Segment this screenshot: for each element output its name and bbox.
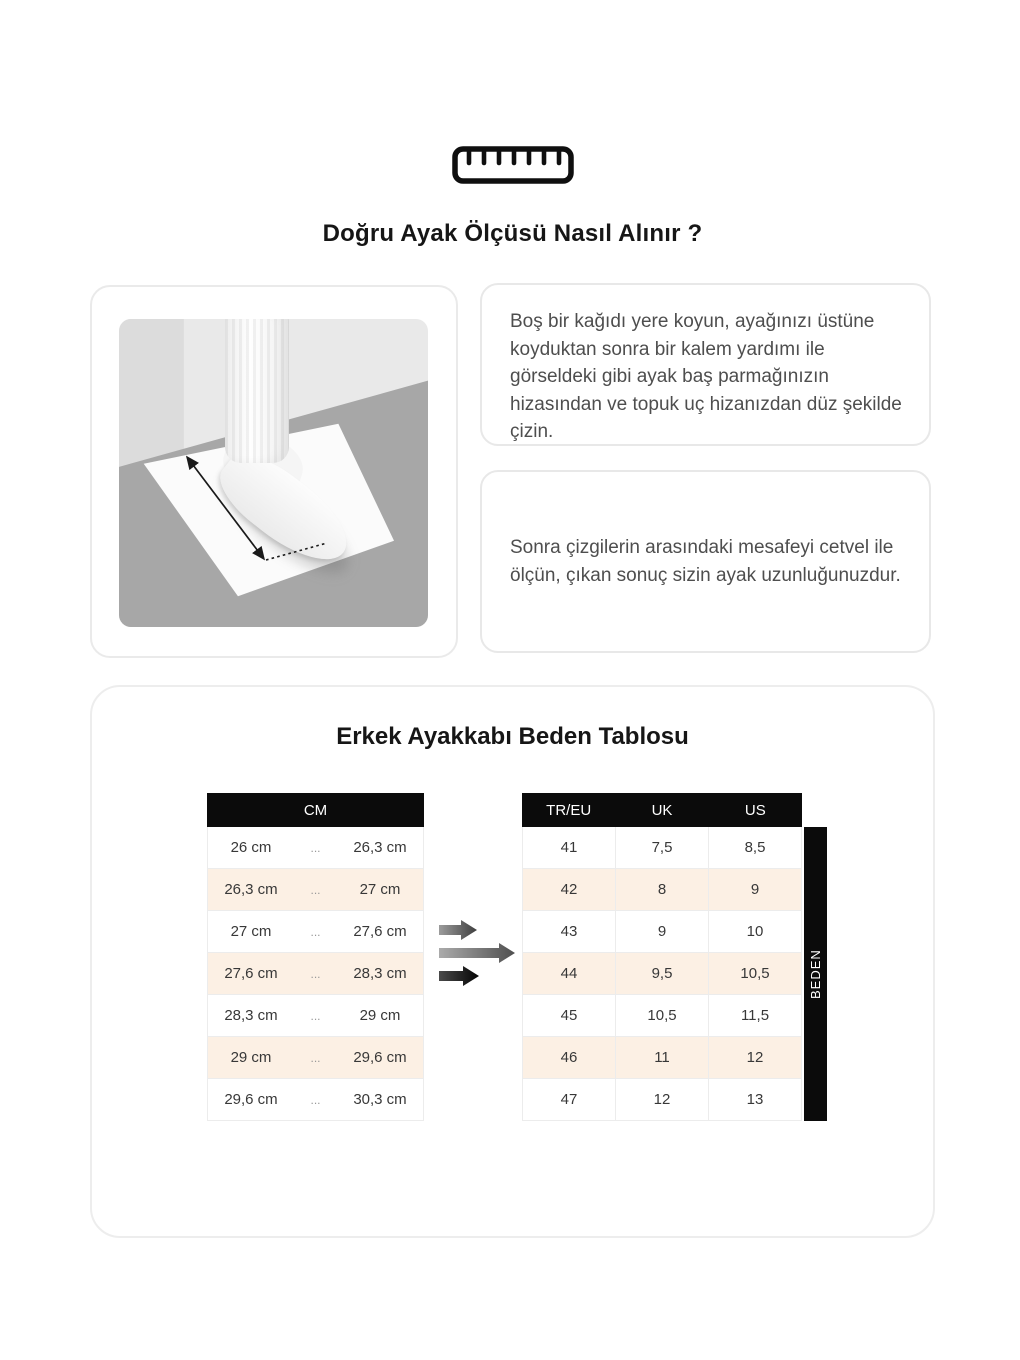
size-table	[522, 793, 802, 1121]
table-row	[208, 911, 423, 953]
table-row	[208, 995, 423, 1037]
cm-to: 26,3 cm	[353, 839, 407, 856]
size-us: 13	[708, 1079, 801, 1120]
cm-to: 28,3 cm	[353, 965, 407, 982]
size-uk: 8	[615, 869, 708, 910]
col-header-uk: UK	[651, 801, 673, 819]
size-chart-card	[90, 685, 935, 1238]
size-us: 9	[708, 869, 801, 910]
instruction-box-1	[480, 283, 931, 446]
range-dots: ...	[310, 924, 321, 939]
size-uk: 11	[615, 1037, 708, 1078]
cm-to: 27 cm	[359, 881, 401, 898]
conversion-arrows-icon	[437, 918, 527, 996]
instruction-box-2	[480, 470, 931, 653]
cm-from: 27 cm	[230, 923, 272, 940]
cm-to: 29 cm	[359, 1007, 401, 1024]
table-row	[208, 953, 423, 995]
range-dots: ...	[310, 882, 321, 897]
cm-table	[207, 793, 424, 1121]
range-dots: ...	[310, 1050, 321, 1065]
cm-table-header: CM	[207, 793, 424, 827]
range-dots: ...	[310, 966, 321, 981]
cm-from: 26 cm	[230, 839, 272, 856]
table-row	[523, 827, 801, 869]
table-row	[523, 953, 801, 995]
col-header-us: US	[744, 801, 766, 819]
range-dots: ...	[310, 840, 321, 855]
ruler-icon-wrap	[90, 146, 935, 184]
size-uk: 9	[615, 911, 708, 952]
size-table-body	[522, 827, 802, 1121]
size-table-header	[522, 793, 802, 827]
size-us: 10,5	[708, 953, 801, 994]
cm-to: 27,6 cm	[353, 923, 407, 940]
page-title: Doğru Ayak Ölçüsü Nasıl Alınır ?	[322, 220, 703, 247]
size-uk: 10,5	[615, 995, 708, 1036]
size-treu: 45	[560, 1007, 578, 1024]
range-dots: ...	[310, 1008, 321, 1023]
instruction-step-2: Sonra çizgilerin arasındaki mesafeyi cetvel ile ölçün, çıkan sonuç sizin ayak uzunluğunuzdur.	[510, 536, 901, 586]
beden-side-label: BEDEN	[804, 827, 827, 1121]
size-us: 11,5	[708, 995, 801, 1036]
table-row	[523, 911, 801, 953]
size-us: 10	[708, 911, 801, 952]
table-row	[208, 827, 423, 869]
table-row	[208, 869, 423, 911]
size-chart-title: Erkek Ayakkabı Beden Tablosu	[336, 723, 689, 750]
ruler-icon	[452, 146, 574, 184]
cm-from: 27,6 cm	[224, 965, 278, 982]
size-treu: 42	[560, 881, 578, 898]
cm-from: 28,3 cm	[224, 1007, 278, 1024]
table-row	[523, 1079, 801, 1120]
foot-measurement-photo	[119, 319, 428, 627]
size-uk: 7,5	[615, 827, 708, 868]
size-uk: 9,5	[615, 953, 708, 994]
foot-measurement-photo-card	[90, 285, 458, 658]
size-treu: 46	[560, 1049, 578, 1066]
size-us: 8,5	[708, 827, 801, 868]
measurement-arrow-icon	[119, 319, 428, 627]
cm-to: 29,6 cm	[353, 1049, 407, 1066]
table-row	[208, 1037, 423, 1079]
size-treu: 43	[560, 923, 578, 940]
size-uk: 12	[615, 1079, 708, 1120]
size-treu: 44	[560, 965, 578, 982]
table-row	[523, 995, 801, 1037]
cm-from: 29,6 cm	[224, 1091, 278, 1108]
table-row	[523, 1037, 801, 1079]
table-row	[208, 1079, 423, 1120]
cm-from: 29 cm	[230, 1049, 272, 1066]
size-treu: 41	[560, 839, 578, 856]
size-treu: 47	[560, 1091, 578, 1108]
cm-from: 26,3 cm	[224, 881, 278, 898]
range-dots: ...	[310, 1092, 321, 1107]
col-header-treu: TR/EU	[546, 801, 592, 819]
cm-table-body	[207, 827, 424, 1121]
instruction-step-1: Boş bir kağıdı yere koyun, ayağınızı üstüne koyduktan sonra bir kalem yardımı ile görseldeki gibi ayak baş parmağınızın hizasından ve topuk uç hizanızdan düz şekilde çizin.	[510, 311, 902, 443]
cm-to: 30,3 cm	[353, 1091, 407, 1108]
table-row	[523, 869, 801, 911]
size-us: 12	[708, 1037, 801, 1078]
